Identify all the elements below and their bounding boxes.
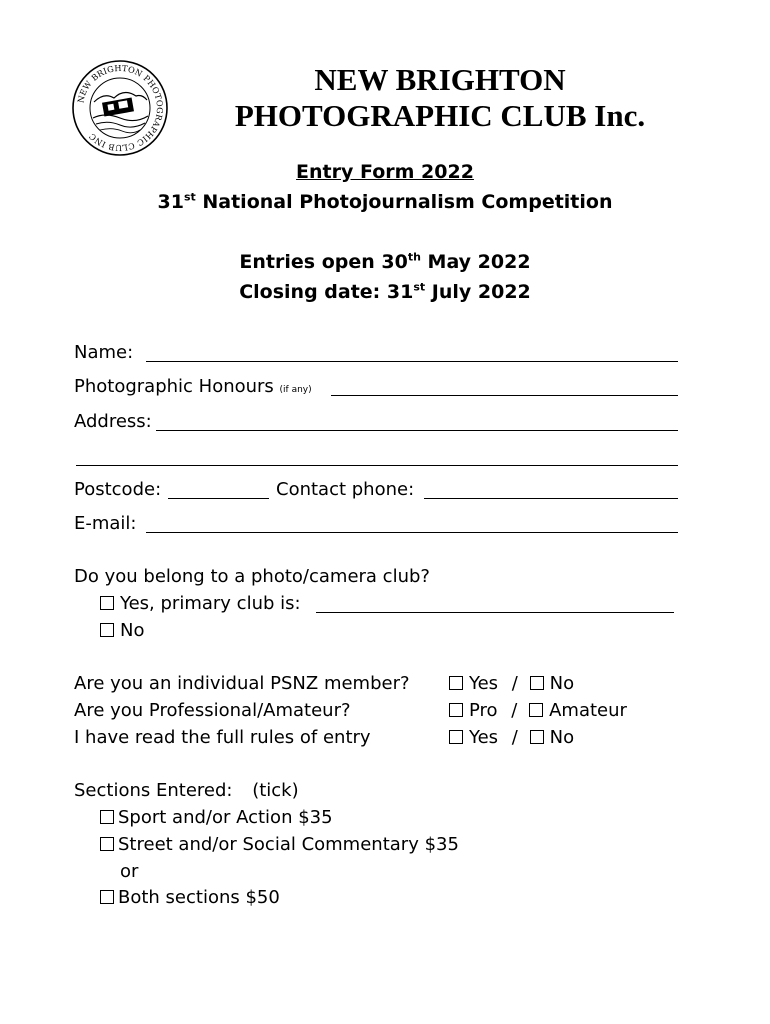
honours-field[interactable] [331, 395, 678, 396]
question-psnz-options: Yes / No [449, 673, 574, 695]
question-professional: Are you Professional/Amateur? [74, 700, 351, 721]
section-street: Street and/or Social Commentary $35 [100, 834, 459, 856]
club-title [180, 62, 700, 134]
section-both-checkbox[interactable] [100, 890, 114, 904]
amateur-checkbox[interactable] [529, 703, 543, 717]
club-title-line1: NEW BRIGHTON [314, 62, 566, 97]
section-both: Both sections $50 [100, 887, 280, 909]
club-no-checkbox[interactable] [100, 623, 114, 637]
rules-no-checkbox[interactable] [530, 730, 544, 744]
club-yes-option: Yes, primary club is: [100, 593, 301, 615]
address-label: Address: [74, 411, 152, 432]
club-no-option: No [100, 620, 144, 642]
name-field[interactable] [146, 361, 678, 362]
name-label: Name: [74, 342, 134, 363]
club-question: Do you belong to a photo/camera club? [74, 566, 430, 587]
svg-text:NEW BRIGHTON PHOTOGRAPHIC CLUB: NEW BRIGHTON PHOTOGRAPHIC CLUB INC [75, 62, 166, 154]
honours-note: (if any) [279, 385, 312, 395]
question-professional-options: Pro / Amateur [449, 700, 627, 722]
section-street-checkbox[interactable] [100, 837, 114, 851]
postcode-label: Postcode: [74, 479, 162, 500]
email-field[interactable] [146, 532, 678, 533]
email-label: E-mail: [74, 513, 137, 534]
form-title: Entry Form 2022 [296, 161, 474, 183]
competition-name: 31st National Photojournalism Competition [157, 190, 613, 213]
closing-date: Closing date: 31st July 2022 [239, 280, 531, 303]
club-yes-checkbox[interactable] [100, 596, 114, 610]
club-title-line2: PHOTOGRAPHIC CLUB Inc. [234, 98, 646, 133]
postcode-field[interactable] [168, 498, 269, 499]
rules-yes-checkbox[interactable] [449, 730, 463, 744]
address-field-line2[interactable] [76, 465, 678, 466]
section-sport-checkbox[interactable] [100, 810, 114, 824]
psnz-no-checkbox[interactable] [530, 676, 544, 690]
question-rules-options: Yes / No [449, 727, 574, 749]
section-sport: Sport and/or Action $35 [100, 807, 333, 829]
primary-club-field[interactable] [316, 612, 674, 613]
pro-checkbox[interactable] [449, 703, 463, 717]
phone-field[interactable] [424, 498, 678, 499]
club-seal-icon [70, 58, 170, 158]
question-rules: I have read the full rules of entry [74, 727, 371, 748]
address-field-line1[interactable] [156, 430, 678, 431]
entries-open: Entries open 30th May 2022 [239, 250, 531, 273]
sections-heading: Sections Entered: (tick) [74, 780, 299, 801]
psnz-yes-checkbox[interactable] [449, 676, 463, 690]
question-psnz: Are you an individual PSNZ member? [74, 673, 410, 694]
phone-label: Contact phone: [276, 479, 415, 500]
honours-label: Photographic Honours (if any) [74, 376, 312, 397]
or-text: or [120, 861, 139, 882]
club-logo [70, 58, 170, 158]
